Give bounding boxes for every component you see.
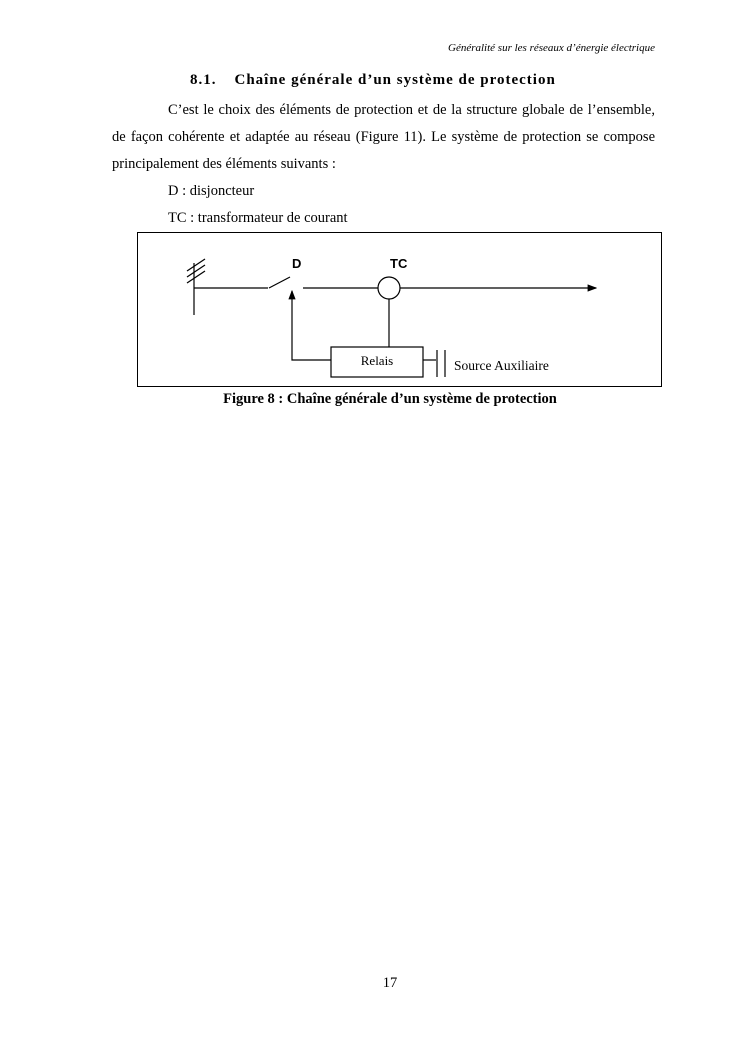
section-title: Chaîne générale d’un système de protection <box>234 72 556 88</box>
list-item-current-transformer: TC : transformateur de courant <box>168 210 348 226</box>
bus-bar <box>187 259 205 315</box>
label-breaker: D <box>292 256 302 271</box>
label-relay: Relais <box>360 353 394 368</box>
aux-source-symbol <box>437 350 445 377</box>
protection-chain-diagram <box>137 232 662 387</box>
current-transformer-symbol <box>378 277 400 299</box>
running-header: Généralité sur les réseaux d’énergie électrique <box>448 42 655 54</box>
breaker-contact <box>269 277 290 288</box>
figure-caption: Figure 8 : Chaîne générale d’un système de protection <box>223 391 557 407</box>
list-item-breaker: D : disjoncteur <box>168 183 255 199</box>
element-list <box>112 178 655 232</box>
body-text <box>112 97 655 232</box>
diagram-svg <box>138 233 663 388</box>
label-aux-source: Source Auxiliaire <box>454 358 549 373</box>
trip-feedback-line <box>292 291 331 360</box>
section-heading <box>190 72 556 89</box>
page-number: 17 <box>382 975 398 991</box>
label-current-transformer: TC <box>390 256 408 271</box>
intro-paragraph: C’est le choix des éléments de protection et de la structure globale de l’ensemble, de façon cohérente et adaptée au réseau (Figure 11). Le système de protection se compose principalement des éléments suivants : <box>112 102 655 172</box>
section-number: 8.1. <box>190 72 217 88</box>
